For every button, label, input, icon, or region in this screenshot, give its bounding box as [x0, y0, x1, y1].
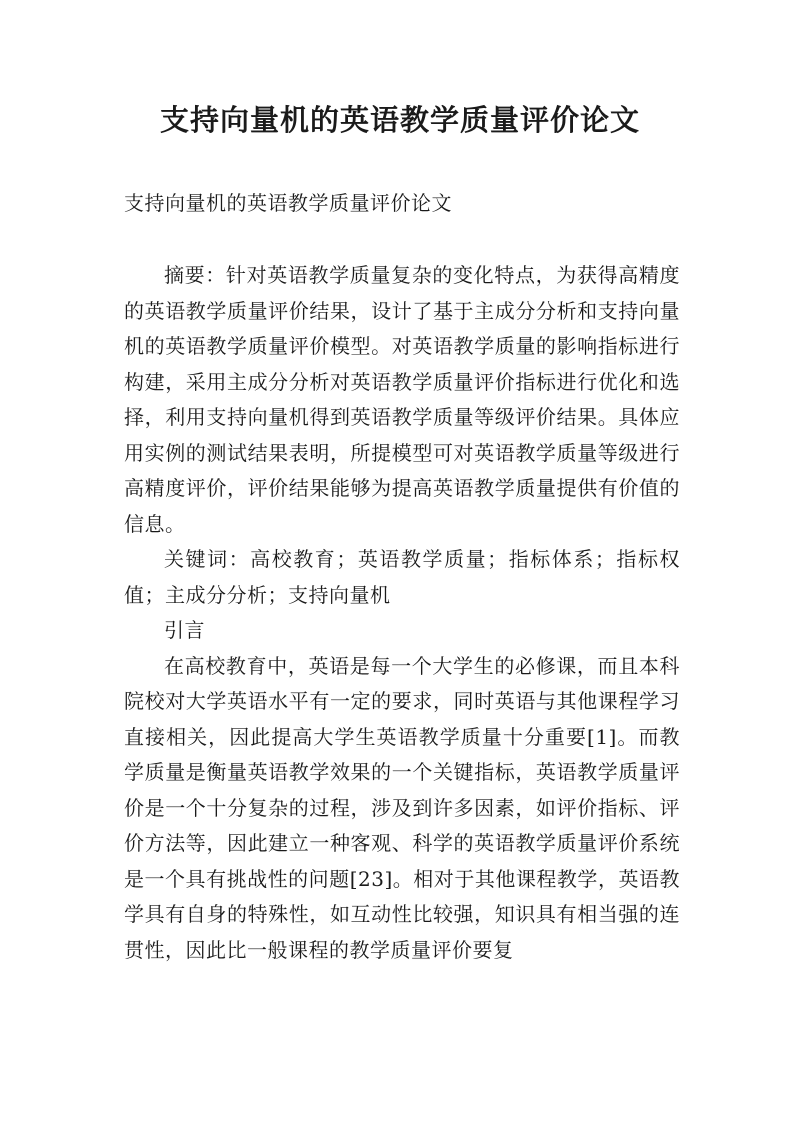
keywords-paragraph: 关键词：高校教育；英语教学质量；指标体系；指标权值；主成分分析；支持向量机 [124, 547, 680, 607]
document-title: 支持向量机的英语教学质量评价论文 [159, 103, 640, 137]
abstract-paragraph: 摘要：针对英语教学质量复杂的变化特点，为获得高精度的英语教学质量评价结果，设计了基于主成分分析和支持向量机的英语教学质量评价模型。对英语教学质量的影响指标进行构建，采用主成分分析对英语教学质量评价指标进行优化和选择，利用支持向量机得到英语教学质量等级评价结果。具体应用实例的测试结果表明，所提模型可对英语教学质量等级进行高精度评价，评价结果能够为提高英语教学质量提供有价值的信息。 [124, 263, 680, 536]
intro-heading: 引言 [164, 618, 205, 642]
document-subtitle: 支持向量机的英语教学质量评价论文 [124, 191, 452, 215]
intro-paragraph: 在高校教育中，英语是每一个大学生的必修课，而且本科院校对大学英语水平有一定的要求，同时英语与其他课程学习直接相关，因此提高大学生英语教学质量十分重要[1]。而教学质量是衡量英语教学效果的一个关键指标，英语教学质量评价是一个十分复杂的过程，涉及到许多因素，如评价指标、评价方法等，因此建立一种客观、科学的英语教学质量评价系统是一个具有挑战性的问题[23]。相对于其他课程教学，英语教学具有自身的特殊性，如互动性比较强，知识具有相当强的连贯性，因此比一般课程的教学质量评价要复 [124, 653, 680, 962]
document-body [124, 258, 680, 968]
